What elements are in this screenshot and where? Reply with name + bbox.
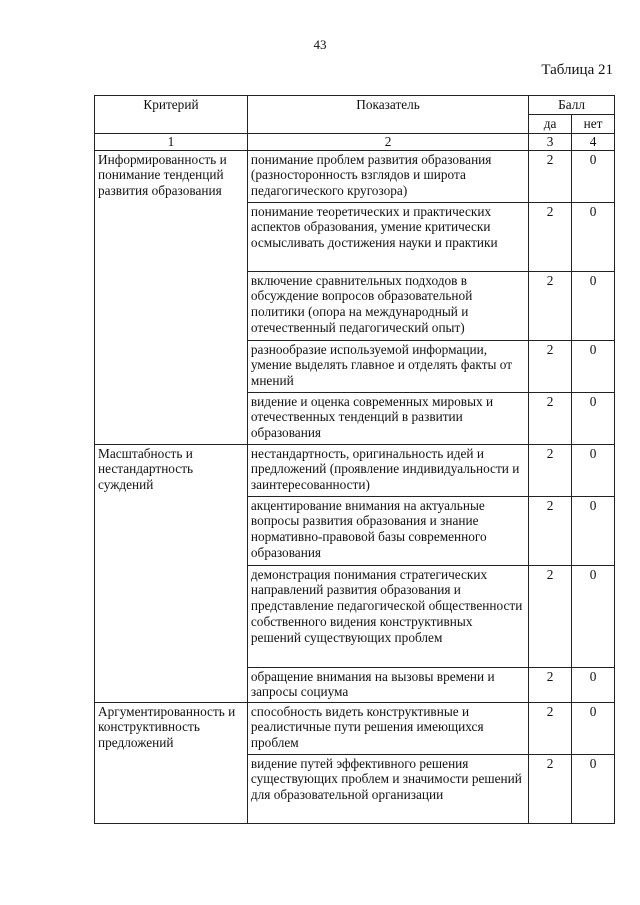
- indicator-cell: включение сравнительных подходов в обсуждение вопросов образовательной политики (опора на международный и отечественный педагогический опыт): [247, 271, 528, 340]
- header-no: нет: [572, 114, 615, 133]
- header-indicator: Показатель: [247, 96, 528, 134]
- score-no: 0: [572, 150, 615, 202]
- score-no: 0: [572, 667, 615, 702]
- table-row: [95, 702, 615, 754]
- column-number: 4: [572, 133, 615, 150]
- score-no: 0: [572, 202, 615, 271]
- page-number: 43: [313, 37, 327, 52]
- criterion-cell: Аргументированность и конструктивность предложений: [95, 702, 248, 823]
- score-yes: 2: [529, 565, 572, 667]
- score-no: 0: [572, 754, 615, 823]
- criterion-cell: Масштабность и нестандартность суждений: [95, 444, 248, 702]
- score-yes: 2: [529, 702, 572, 754]
- table-row: [95, 444, 615, 496]
- score-yes: 2: [529, 392, 572, 444]
- score-no: 0: [572, 271, 615, 340]
- score-no: 0: [572, 392, 615, 444]
- score-yes: 2: [529, 754, 572, 823]
- score-yes: 2: [529, 202, 572, 271]
- score-no: 0: [572, 702, 615, 754]
- score-yes: 2: [529, 150, 572, 202]
- score-no: 0: [572, 444, 615, 496]
- criteria-table: [94, 95, 615, 824]
- header-score: Балл: [529, 96, 615, 115]
- column-number: 2: [247, 133, 528, 150]
- indicator-cell: разнообразие используемой информации, умение выделять главное и отделять факты от мнений: [247, 340, 528, 392]
- indicator-cell: демонстрация понимания стратегических направлений развития образования и представление педагогической общественности собственного видения конструктивных решений существующих проблем: [247, 565, 528, 667]
- indicator-cell: понимание проблем развития образования (разносторонность взглядов и широта педагогического кругозора): [247, 150, 528, 202]
- indicator-cell: акцентирование внимания на актуальные вопросы развития образования и знание нормативно-правовой базы современного образования: [247, 496, 528, 565]
- indicator-cell: способность видеть конструктивные и реалистичные пути решения имеющихся проблем: [247, 702, 528, 754]
- header-yes: да: [529, 114, 572, 133]
- indicator-cell: понимание теоретических и практических аспектов образования, умение критически осмысливать достижения науки и практики: [247, 202, 528, 271]
- score-yes: 2: [529, 271, 572, 340]
- score-yes: 2: [529, 444, 572, 496]
- table-row: [95, 150, 615, 202]
- score-yes: 2: [529, 667, 572, 702]
- score-yes: 2: [529, 340, 572, 392]
- column-number: 1: [95, 133, 248, 150]
- column-number: 3: [529, 133, 572, 150]
- score-no: 0: [572, 340, 615, 392]
- criterion-cell: Информированность и понимание тенденций развития образования: [95, 150, 248, 444]
- header-criterion: Критерий: [95, 96, 248, 134]
- indicator-cell: обращение внимания на вызовы времени и запросы социума: [247, 667, 528, 702]
- indicator-cell: нестандартность, оригинальность идей и предложений (проявление индивидуальности и заинтересованности): [247, 444, 528, 496]
- table-caption: Таблица 21: [541, 62, 613, 78]
- indicator-cell: видение путей эффективного решения существующих проблем и значимости решений для образовательной организации: [247, 754, 528, 823]
- score-no: 0: [572, 496, 615, 565]
- score-no: 0: [572, 565, 615, 667]
- indicator-cell: видение и оценка современных мировых и отечественных тенденций в развитии образования: [247, 392, 528, 444]
- score-yes: 2: [529, 496, 572, 565]
